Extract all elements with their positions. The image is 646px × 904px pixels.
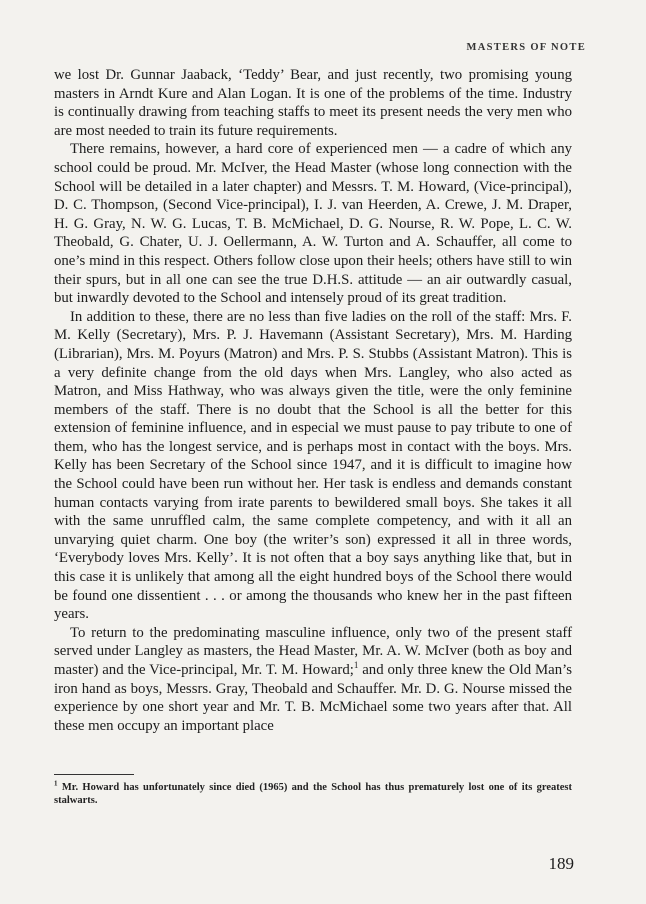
- paragraph-continuation: we lost Dr. Gunnar Jaaback, ‘Teddy’ Bear, and just recently, two promising young masters in Arndt Kure and Alan Logan. It is one of the problems of the time. Industry is continually drawing from teaching staffs to meet its present needs the very men who are most needed to train its future requirements.: [54, 67, 572, 139]
- paragraph-part-before: To return to the predominating masculine influence, only two of the present staff served under Langley as masters, the Head Master, Mr. A. W. McIver (both as boy and master) and the Vice-principal, Mr. T. M. Howard;: [54, 624, 572, 678]
- paragraph-part-after: and only three knew the Old Man’s iron hand as boys, Messrs. Gray, Theobald and Schauffer. Mr. D. G. Nourse missed the experience by one short year and Mr. T. B. McMichael some two years after that. All these men occupy an important place: [54, 662, 572, 734]
- footnote: [54, 781, 572, 807]
- paragraph-hard-core: There remains, however, a hard core of experienced men — a cadre of which any school could be proud. Mr. McIver, the Head Master (whose long connection with the School will be detailed in a later chapter) and Messrs. T. M. Howard, (Vice-principal), D. C. Thompson, (Second Vice-principal), I. J. van Heerden, A. Crewe, J. M. Draper, H. G. Gray, N. W. G. Lucas, T. B. McMichael, D. G. Nourse, R. W. Pope, L. C. W. Theobald, G. Chater, U. J. Oellermann, A. W. Turton and A. Schauffer, all come to one’s mind in this respect. Others follow close upon their heels; others have still to win their spurs, but in all one can see the true D.H.S. attitude — an air outwardly casual, but inwardly devoted to the School and intensely proud of its great tradition.: [54, 141, 572, 307]
- paragraph-masculine-influence: [54, 624, 572, 736]
- footnote-text: Mr. Howard has unfortunately since died (1965) and the School has thus prematurely lost one of its greatest stalwarts.: [54, 782, 572, 806]
- running-head: MASTERS OF NOTE: [466, 42, 586, 53]
- paragraph-ladies: In addition to these, there are no less than five ladies on the roll of the staff: Mrs. F. M. Kelly (Secretary), Mrs. P. J. Havemann (Assistant Secretary), Mrs. M. Harding (Librarian), Mrs. M. Poyurs (Matron) and Mrs. P. S. Stubbs (Assistant Matron). This is a very definite change from the old days when Mrs. Langley, who also acted as Matron, and Miss Hathway, who was always given the title, were the only feminine members of the staff. There is no doubt that the School is all the better for this extension of feminine influence, and in especial we must pause to pay tribute to one of them, who has the longest service, and is perhaps most in contact with the boys. Mrs. Kelly has been Secretary of the School since 1947, and it is difficult to imagine how the School could have been run without her. Her task is endless and demands constant human contacts varying from irate parents to bewildered small boys. She takes it all with the same unruffled calm, the same complete competency, and with it all an unvarying quiet charm. One boy (the writer’s son) expressed it all in three words, ‘Everybody loves Mrs. Kelly’. It is not often that a boy says anything like that, but in this case it is unlikely that among all the eight hundred boys of the School there would be found one dissentient . . . or among the thousands who knew her in the past fifteen years.: [54, 308, 572, 623]
- page-number: 189: [548, 854, 574, 873]
- footnote-marker: 1: [54, 779, 58, 788]
- footnote-reference: 1: [353, 660, 359, 671]
- footnote-rule: [54, 774, 134, 775]
- body-text: [54, 66, 572, 735]
